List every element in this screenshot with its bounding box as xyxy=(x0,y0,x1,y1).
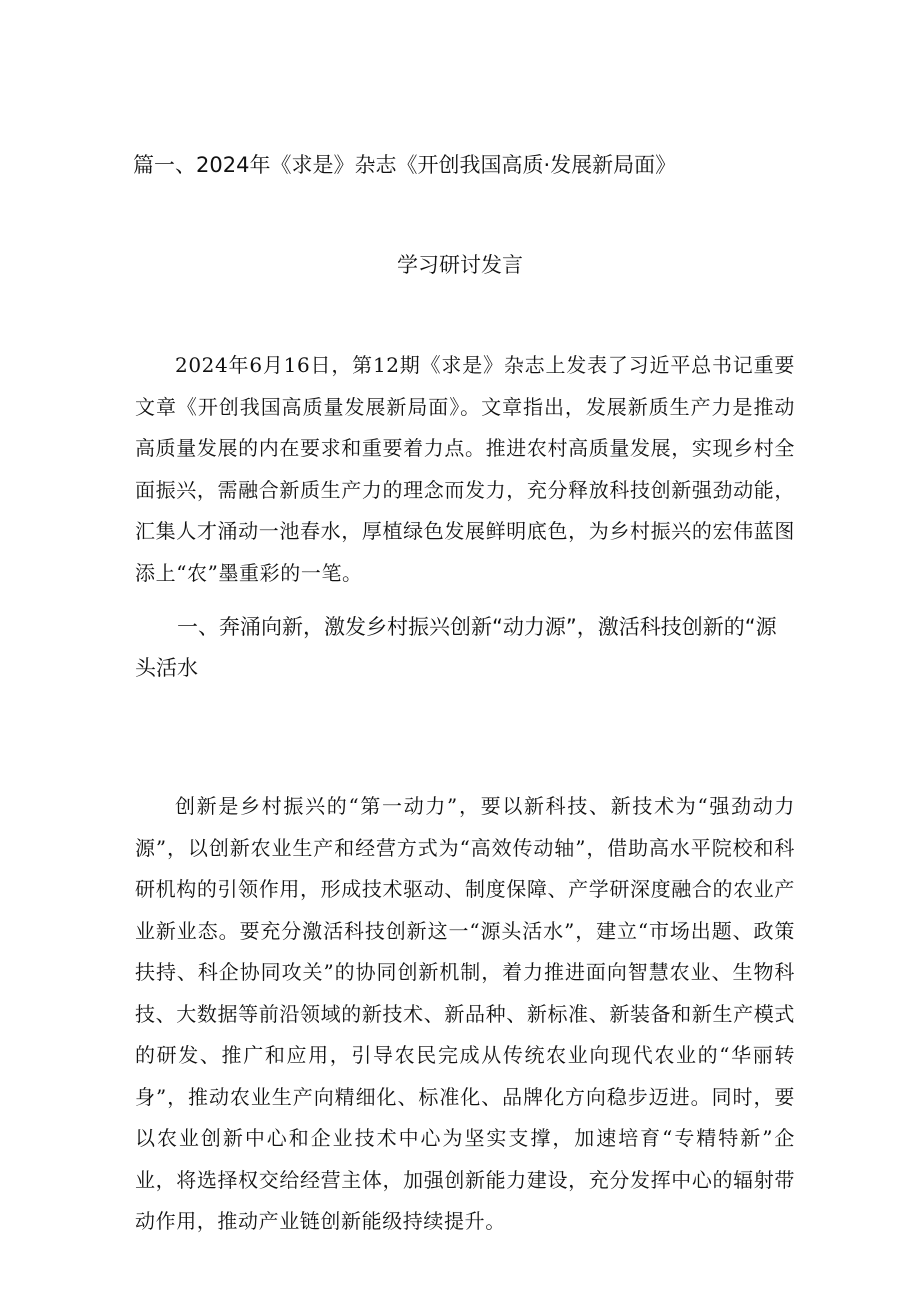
section-paragraph: 创新是乡村振兴的“第一动力”，要以新科技、新技术为“强劲动力源”，以创新农业生产和经营方式为“高效传动轴”，借助高水平院校和科研机构的引领作用，形成技术驱动、制度保障、产学研深度融合的农业产业新业态。要充分激活科技创新这一“源头活水”，建立“市场出题、政策扶持、科企协同攻关”的协同创新机制，着力推进面向智慧农业、生物科技、大数据等前沿领域的新技术、新品种、新标准、新装备和新生产模式的研发、推广和应用，引导农民完成从传统农业向现代农业的“华丽转身”，推动农业生产向精细化、标准化、品牌化方向稳步迈进。同时，要以农业创新中心和企业技术中心为坚实支撑，加速培育“专精特新”企业，将选择权交给经营主体，加强创新能力建设，充分发挥中心的辐射带动作用，推动产业链创新能级持续提升。 xyxy=(135,794,795,1233)
document-title-line-2: 学习研讨发言 xyxy=(397,253,523,277)
section-heading: 一、奔涌向新，激发乡村振兴创新“动力源”，激活科技创新的“源头活水 xyxy=(135,615,777,680)
document-title-line-1: 篇一、2024年《求是》杂志《开创我国高质·发展新局面》 xyxy=(133,153,677,177)
intro-paragraph: 2024年6月16日，第12期《求是》杂志上发表了习近平总书记重要文章《开创我国高质量发展新局面》。文章指出，发展新质生产力是推动高质量发展的内在要求和重要着力点。推进农村高质量发展，实现乡村全面振兴，需融合新质生产力的理念而发力，充分释放科技创新强劲动能，汇集人才涌动一池春水，厚植绿色发展鲜明底色，为乡村振兴的宏伟蓝图添上“农”墨重彩的一笔。 xyxy=(135,353,795,585)
